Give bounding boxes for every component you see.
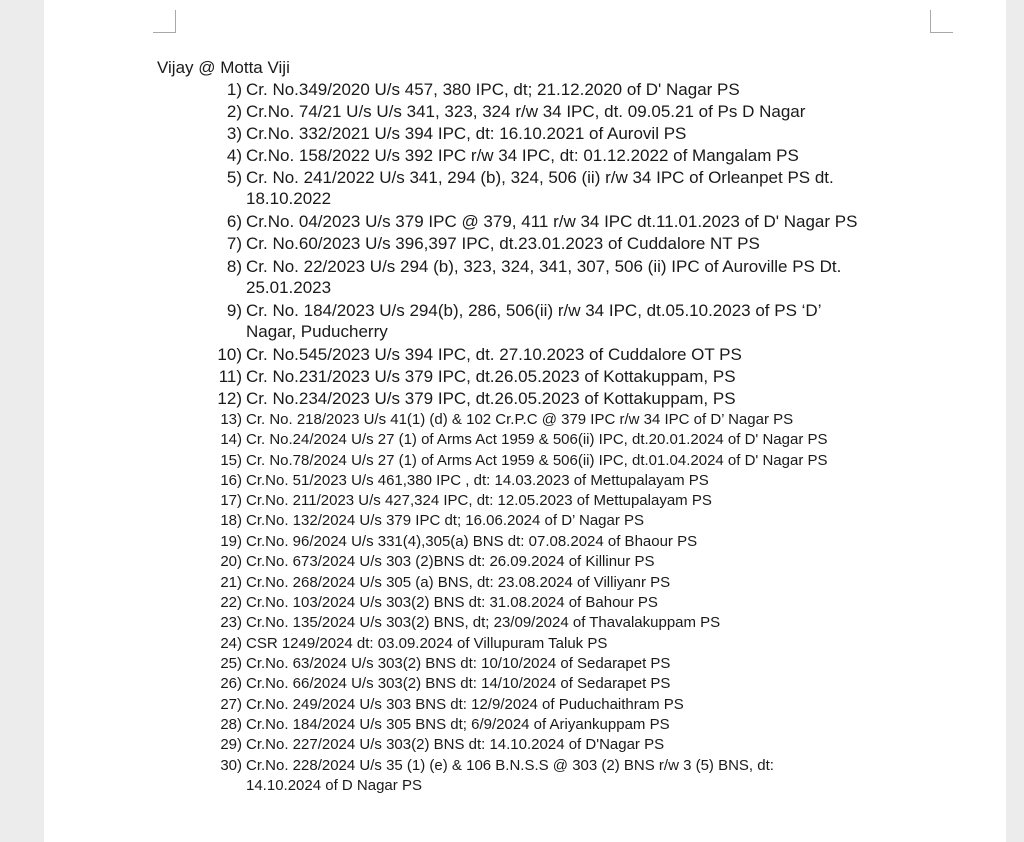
case-number: 12) (217, 389, 242, 408)
case-item (212, 410, 930, 430)
case-number: 22) (220, 594, 242, 611)
document-title: Vijay @ Motta Viji (157, 58, 290, 77)
case-number: 6) (226, 212, 242, 231)
case-text: Cr.No. 04/2023 U/s 379 IPC @ 379, 411 r/w 34 IPC dt.11.01.2023 of D' Nagar PS (246, 212, 858, 231)
case-text: Cr. No.78/2024 U/s 27 (1) of Arms Act 1959 & 506(ii) IPC, dt.01.04.2024 of D' Nagar PS (246, 452, 828, 469)
case-number: 13) (220, 411, 242, 428)
case-number: 23) (220, 614, 242, 631)
case-item (212, 101, 930, 122)
case-text: Cr. No.349/2020 U/s 457, 380 IPC, dt; 21.12.2020 of D' Nagar PS (246, 80, 740, 99)
case-item (212, 735, 930, 755)
case-text: Cr.No. 74/21 U/s U/s 341, 323, 324 r/w 34 IPC, dt. 09.05.21 of Ps D Nagar (246, 102, 806, 121)
case-text: Cr. No. 241/2022 U/s 341, 294 (b), 324, 506 (ii) r/w 34 IPC of Orleanpet PS dt. (246, 168, 834, 187)
case-item (212, 613, 930, 633)
case-text: Cr.No. 211/2023 U/s 427,324 IPC, dt: 12.05.2023 of Mettupalayam PS (246, 492, 712, 509)
case-number: 19) (220, 533, 242, 550)
case-text: Cr. No.60/2023 U/s 396,397 IPC, dt.23.01.2023 of Cuddalore NT PS (246, 234, 760, 253)
case-item (212, 366, 930, 387)
case-text: Cr.No. 132/2024 U/s 379 IPC dt; 16.06.2024 of D’ Nagar PS (246, 512, 645, 529)
case-text: CSR 1249/2024 dt: 03.09.2024 of Villupuram Taluk PS (246, 635, 608, 652)
case-number: 8) (226, 257, 242, 276)
case-text: Cr.No. 184/2024 U/s 305 BNS dt; 6/9/2024 of Ariyankuppam PS (246, 716, 670, 733)
case-item (212, 388, 930, 409)
case-item (212, 167, 930, 209)
case-item (212, 233, 930, 254)
case-text: Cr. No. 218/2023 U/s 41(1) (d) & 102 Cr.P.C @ 379 IPC r/w 34 IPC of D’ Nagar PS (246, 411, 794, 428)
case-item (212, 79, 930, 100)
case-number: 24) (220, 635, 242, 652)
case-number: 11) (218, 367, 242, 386)
case-item (212, 256, 930, 298)
case-text-block (246, 756, 774, 796)
case-text-continued: 18.10.2022 (246, 189, 332, 208)
case-text: Cr.No. 158/2022 U/s 392 IPC r/w 34 IPC, dt: 01.12.2022 of Mangalam PS (246, 146, 799, 165)
case-item (212, 300, 930, 342)
case-text-continued: Nagar, Puducherry (246, 322, 388, 341)
case-item (212, 634, 930, 654)
case-text: Cr.No. 96/2024 U/s 331(4),305(a) BNS dt: 07.08.2024 of Bhaour PS (246, 533, 698, 550)
case-item (212, 511, 930, 531)
case-item (212, 573, 930, 593)
case-text: Cr.No. 135/2024 U/s 303(2) BNS, dt; 23/09/2024 of Thavalakuppam PS (246, 614, 721, 631)
case-text: Cr. No.234/2023 U/s 379 IPC, dt.26.05.2023 of Kottakuppam, PS (246, 389, 736, 408)
case-text: Cr.No. 51/2023 U/s 461,380 IPC , dt: 14.03.2023 of Mettupalayam PS (246, 472, 709, 489)
case-number: 30) (220, 757, 242, 774)
case-number: 16) (220, 472, 242, 489)
case-item (212, 123, 930, 144)
case-number: 1) (226, 80, 242, 99)
case-number: 10) (217, 345, 242, 364)
crop-mark-top-left (153, 10, 176, 33)
case-text-block (246, 300, 821, 342)
case-text-continued: 25.01.2023 (246, 278, 332, 297)
case-item (212, 344, 930, 365)
case-text: Cr. No. 22/2023 U/s 294 (b), 323, 324, 341, 307, 506 (ii) IPC of Auroville PS Dt. (246, 257, 842, 276)
case-text: Cr. No.545/2023 U/s 394 IPC, dt. 27.10.2023 of Cuddalore OT PS (246, 345, 742, 364)
case-number: 26) (220, 675, 242, 692)
case-text-block (246, 167, 834, 209)
case-number: 18) (220, 512, 242, 529)
case-item (212, 471, 930, 491)
case-item (212, 674, 930, 694)
case-text: Cr. No.231/2023 U/s 379 IPC, dt.26.05.2023 of Kottakuppam, PS (246, 367, 736, 386)
case-text: Cr.No. 673/2024 U/s 303 (2)BNS dt: 26.09.2024 of Killinur PS (246, 553, 655, 570)
case-number: 17) (220, 492, 242, 509)
case-text: Cr. No.24/2024 U/s 27 (1) of Arms Act 1959 & 506(ii) IPC, dt.20.01.2024 of D' Nagar PS (246, 431, 828, 448)
case-text: Cr.No. 66/2024 U/s 303(2) BNS dt: 14/10/2024 of Sedarapet PS (246, 675, 671, 692)
case-number: 20) (220, 553, 242, 570)
case-item (212, 715, 930, 735)
case-text: Cr.No. 228/2024 U/s 35 (1) (e) & 106 B.N.S.S @ 303 (2) BNS r/w 3 (5) BNS, dt: (246, 757, 774, 774)
case-number: 14) (220, 431, 242, 448)
case-number: 9) (226, 301, 242, 320)
case-item (212, 451, 930, 471)
case-text: Cr.No. 63/2024 U/s 303(2) BNS dt: 10/10/2024 of Sedarapet PS (246, 655, 671, 672)
document-page (44, 0, 1006, 842)
case-item (212, 695, 930, 715)
case-number: 7) (226, 234, 242, 253)
case-number: 3) (226, 124, 242, 143)
case-item (212, 430, 930, 450)
case-number: 25) (220, 655, 242, 672)
case-item (212, 532, 930, 552)
case-number: 21) (220, 574, 242, 591)
case-item (212, 654, 930, 674)
crop-mark-top-right (930, 10, 953, 33)
case-text: Cr.No. 103/2024 U/s 303(2) BNS dt: 31.08.2024 of Bahour PS (246, 594, 658, 611)
case-text-block (246, 256, 841, 298)
case-text: Cr.No. 268/2024 U/s 305 (a) BNS, dt: 23.08.2024 of Villiyanr PS (246, 574, 671, 591)
case-item (212, 593, 930, 613)
case-text: Cr.No. 332/2021 U/s 394 IPC, dt: 16.10.2021 of Aurovil PS (246, 124, 687, 143)
case-text: Cr. No. 184/2023 U/s 294(b), 286, 506(ii) r/w 34 IPC, dt.05.10.2023 of PS ‘D’ (246, 301, 822, 320)
case-item (212, 756, 930, 796)
case-item (212, 552, 930, 572)
case-text: Cr.No. 249/2024 U/s 303 BNS dt: 12/9/2024 of Puduchaithram PS (246, 696, 684, 713)
case-item (212, 491, 930, 511)
case-number: 28) (220, 716, 242, 733)
case-text-continued: 14.10.2024 of D Nagar PS (246, 777, 422, 794)
case-number: 15) (220, 452, 242, 469)
case-item (212, 211, 930, 232)
case-text: Cr.No. 227/2024 U/s 303(2) BNS dt: 14.10.2024 of D'Nagar PS (246, 736, 665, 753)
case-item (212, 145, 930, 166)
case-number: 5) (226, 168, 242, 187)
case-number: 27) (220, 696, 242, 713)
case-number: 2) (226, 102, 242, 121)
case-number: 4) (226, 146, 242, 165)
case-number: 29) (220, 736, 242, 753)
